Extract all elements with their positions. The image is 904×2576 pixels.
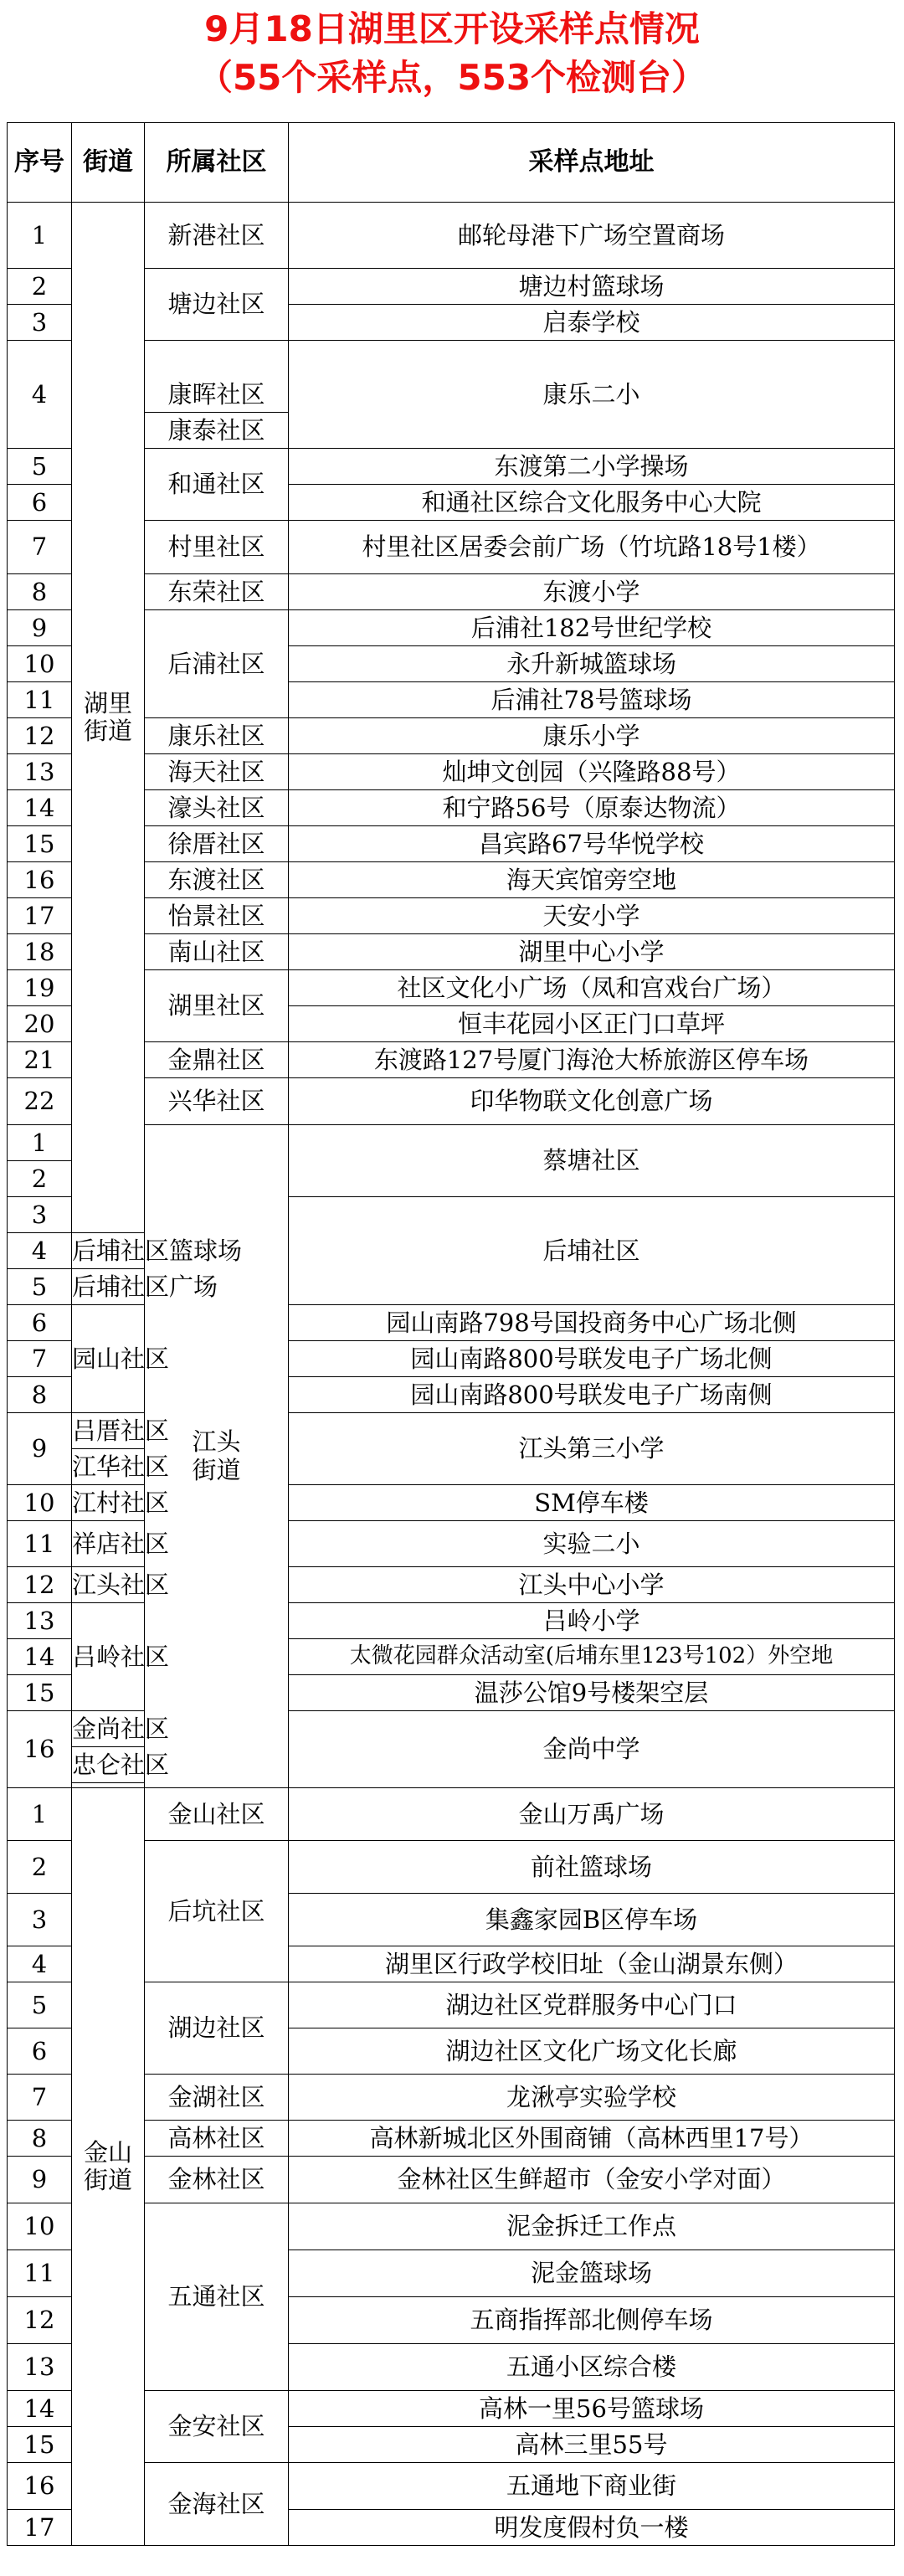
address-cell: 前社篮球场 (289, 1841, 895, 1894)
address-cell: 康乐小学 (289, 718, 895, 754)
table-row (8, 1485, 895, 1521)
address-cell: 太微花园群众活动室(后埔东里123号102）外空地 (289, 1639, 895, 1675)
row-no: 21 (8, 1042, 72, 1078)
row-no: 4 (8, 1946, 72, 1982)
row-no: 4 (8, 1233, 72, 1269)
address-cell: 金山万禹广场 (289, 1788, 895, 1841)
row-no: 11 (8, 682, 72, 718)
row-no: 7 (8, 1341, 72, 1377)
row-no: 1 (8, 1125, 72, 1161)
community-cell: 海天社区 (145, 754, 289, 790)
community-cell: 忠仑社区 (72, 1747, 145, 1783)
address-cell: 恒丰花园小区正门口草坪 (289, 1006, 895, 1042)
row-no: 13 (8, 2344, 72, 2391)
row-no: 10 (8, 646, 72, 682)
title-line-1: 9月18日湖里区开设采样点情况 (204, 8, 700, 49)
address-cell: 温莎公馆9号楼架空层 (289, 1675, 895, 1711)
street-cell-huli: 湖里 街道 (72, 203, 145, 1233)
address-cell: 东渡路127号厦门海沧大桥旅游区停车场 (289, 1042, 895, 1078)
address-cell: 明发度假村负一楼 (289, 2510, 895, 2546)
address-cell: 后浦社78号篮球场 (289, 682, 895, 718)
row-no: 8 (8, 574, 72, 610)
address-cell: 邮轮母港下广场空置商场 (289, 203, 895, 269)
community-cell: 五通社区 (145, 2203, 289, 2391)
row-no: 18 (8, 934, 72, 970)
community-cell: 祥店社区 (72, 1521, 145, 1567)
community-cell: 怡景社区 (145, 898, 289, 934)
community-cell: 金安社区 (145, 2391, 289, 2463)
row-no: 3 (8, 305, 72, 341)
address-cell: 灿坤文创园（兴隆路88号） (289, 754, 895, 790)
street-cell-jiangtou: 江头 街道 (145, 1125, 289, 1788)
address-cell: 五通小区综合楼 (289, 2344, 895, 2391)
table-row (8, 1305, 895, 1341)
address-cell: 湖里中心小学 (289, 934, 895, 970)
community-cell: 蔡塘社区 (289, 1125, 895, 1197)
sampling-sites-table (7, 122, 895, 2546)
address-cell: 园山南路798号国投商务中心广场北侧 (289, 1305, 895, 1341)
address-cell: 社区文化小广场（凤和宫戏台广场） (289, 970, 895, 1006)
row-no: 6 (8, 1305, 72, 1341)
page-title (0, 5, 904, 102)
row-no: 3 (8, 1197, 72, 1233)
row-no: 17 (8, 898, 72, 934)
community-cell: 后埔社区 (289, 1197, 895, 1305)
community-cell: 塘边社区 (145, 269, 289, 341)
row-no: 13 (8, 1603, 72, 1639)
row-no: 2 (8, 1161, 72, 1197)
row-no: 7 (8, 2075, 72, 2121)
address-cell: 塘边村篮球场 (289, 269, 895, 305)
row-no: 16 (8, 1711, 72, 1788)
community-cell: 兴华社区 (145, 1078, 289, 1125)
community-cell: 濠头社区 (145, 790, 289, 826)
row-no: 15 (8, 1675, 72, 1711)
row-no: 17 (8, 2510, 72, 2546)
address-cell: 康乐二小 (289, 341, 895, 449)
community-cell: 新港社区 (145, 203, 289, 269)
address-cell: 龙湫亭实验学校 (289, 2075, 895, 2121)
address-cell: 高林新城北区外围商铺（高林西里17号） (289, 2121, 895, 2157)
table-row (8, 1413, 895, 1449)
row-no: 5 (8, 1982, 72, 2028)
community-cell: 东荣社区 (145, 574, 289, 610)
address-cell: 天安小学 (289, 898, 895, 934)
community-cell: 东渡社区 (145, 862, 289, 898)
table-row (8, 1521, 895, 1567)
community-cell: 高林社区 (145, 2121, 289, 2157)
row-no: 15 (8, 2427, 72, 2463)
row-no: 9 (8, 2157, 72, 2203)
community-cell: 后浦社区 (145, 610, 289, 718)
address-cell: 江头中心小学 (289, 1567, 895, 1603)
address-cell: 园山南路800号联发电子广场南侧 (289, 1377, 895, 1413)
header-no: 序号 (8, 123, 72, 203)
address-cell: 和宁路56号（原泰达物流） (289, 790, 895, 826)
row-no: 6 (8, 2028, 72, 2075)
community-cell: 康泰社区 (145, 413, 289, 449)
community-cell: 后坑社区 (145, 1841, 289, 1982)
address-cell: 高林一里56号篮球场 (289, 2391, 895, 2427)
community-cell: 徐厝社区 (145, 826, 289, 862)
row-no: 16 (8, 2463, 72, 2510)
row-no: 22 (8, 1078, 72, 1125)
row-no: 14 (8, 1639, 72, 1675)
community-cell: 康晖社区 (145, 377, 289, 413)
address-cell: 高林三里55号 (289, 2427, 895, 2463)
title-line-2: （55个采样点，553个检测台） (197, 57, 707, 98)
community-cell: 南山社区 (145, 934, 289, 970)
row-no: 12 (8, 2297, 72, 2344)
address-cell: 启泰学校 (289, 305, 895, 341)
row-no: 8 (8, 2121, 72, 2157)
row-no: 14 (8, 790, 72, 826)
community-cell: 湖边社区 (145, 1982, 289, 2075)
row-no: 16 (8, 862, 72, 898)
row-no: 2 (8, 269, 72, 305)
address-cell: 泥金篮球场 (289, 2250, 895, 2297)
address-cell: 湖边社区文化广场文化长廊 (289, 2028, 895, 2075)
row-no: 6 (8, 485, 72, 521)
community-cell-empty (145, 341, 289, 377)
row-no: 7 (8, 521, 72, 574)
community-cell: 金海社区 (145, 2463, 289, 2546)
address-cell: 印华物联文化创意广场 (289, 1078, 895, 1125)
row-no: 9 (8, 610, 72, 646)
table-row (8, 203, 895, 269)
row-no: 11 (8, 2250, 72, 2297)
row-no: 5 (8, 1269, 72, 1305)
address-cell: SM停车楼 (289, 1485, 895, 1521)
community-cell: 江头社区 (72, 1567, 145, 1603)
header-community: 所属社区 (145, 123, 289, 203)
row-no: 3 (8, 1894, 72, 1946)
address-cell: 海天宾馆旁空地 (289, 862, 895, 898)
table-header-row (8, 123, 895, 203)
row-no: 9 (8, 1413, 72, 1485)
community-cell: 金鼎社区 (145, 1042, 289, 1078)
street-cell-jinshan: 金山 街道 (72, 1788, 145, 2546)
row-no: 4 (8, 341, 72, 449)
address-cell: 园山南路800号联发电子广场北侧 (289, 1341, 895, 1377)
community-cell: 湖里社区 (145, 970, 289, 1042)
address-cell: 五商指挥部北侧停车场 (289, 2297, 895, 2344)
address-cell: 昌宾路67号华悦学校 (289, 826, 895, 862)
table-row (8, 1603, 895, 1639)
community-cell: 园山社区 (72, 1305, 145, 1413)
address-cell: 东渡小学 (289, 574, 895, 610)
community-cell: 江华社区 (72, 1449, 145, 1485)
community-cell: 吕厝社区 (72, 1413, 145, 1449)
address-cell: 后埔社区篮球场 (72, 1233, 145, 1269)
row-no: 14 (8, 2391, 72, 2427)
community-cell: 金林社区 (145, 2157, 289, 2203)
address-cell: 集鑫家园B区停车场 (289, 1894, 895, 1946)
address-cell: 金林社区生鲜超市（金安小学对面） (289, 2157, 895, 2203)
address-cell: 江头第三小学 (289, 1413, 895, 1485)
address-cell: 实验二小 (289, 1521, 895, 1567)
community-cell: 金尚社区 (72, 1711, 145, 1747)
address-cell: 五通地下商业街 (289, 2463, 895, 2510)
row-no: 1 (8, 1788, 72, 1841)
address-cell: 东渡第二小学操场 (289, 449, 895, 485)
address-cell: 和通社区综合文化服务中心大院 (289, 485, 895, 521)
row-no: 12 (8, 1567, 72, 1603)
address-cell: 村里社区居委会前广场（竹坑路18号1楼） (289, 521, 895, 574)
row-no: 10 (8, 1485, 72, 1521)
row-no: 13 (8, 754, 72, 790)
row-no: 20 (8, 1006, 72, 1042)
table-row (8, 1711, 895, 1747)
address-cell: 湖里区行政学校旧址（金山湖景东侧） (289, 1946, 895, 1982)
address-cell: 后埔社区广场 (72, 1269, 145, 1305)
row-no: 2 (8, 1841, 72, 1894)
address-cell: 后浦社182号世纪学校 (289, 610, 895, 646)
header-street: 街道 (72, 123, 145, 203)
row-no: 19 (8, 970, 72, 1006)
header-address: 采样点地址 (289, 123, 895, 203)
table-row (8, 1788, 895, 1841)
row-no: 10 (8, 2203, 72, 2250)
address-cell: 永升新城篮球场 (289, 646, 895, 682)
row-no: 5 (8, 449, 72, 485)
row-no: 1 (8, 203, 72, 269)
table-row (8, 1567, 895, 1603)
community-cell: 村里社区 (145, 521, 289, 574)
row-no: 11 (8, 1521, 72, 1567)
address-cell: 湖边社区党群服务中心门口 (289, 1982, 895, 2028)
community-cell: 吕岭社区 (72, 1603, 145, 1711)
community-cell: 和通社区 (145, 449, 289, 521)
row-no: 12 (8, 718, 72, 754)
row-no: 8 (8, 1377, 72, 1413)
community-cell: 金山社区 (145, 1788, 289, 1841)
address-cell: 金尚中学 (289, 1711, 895, 1788)
row-no: 15 (8, 826, 72, 862)
address-cell: 泥金拆迁工作点 (289, 2203, 895, 2250)
community-cell: 康乐社区 (145, 718, 289, 754)
community-cell: 江村社区 (72, 1485, 145, 1521)
community-cell: 金湖社区 (145, 2075, 289, 2121)
address-cell: 吕岭小学 (289, 1603, 895, 1639)
